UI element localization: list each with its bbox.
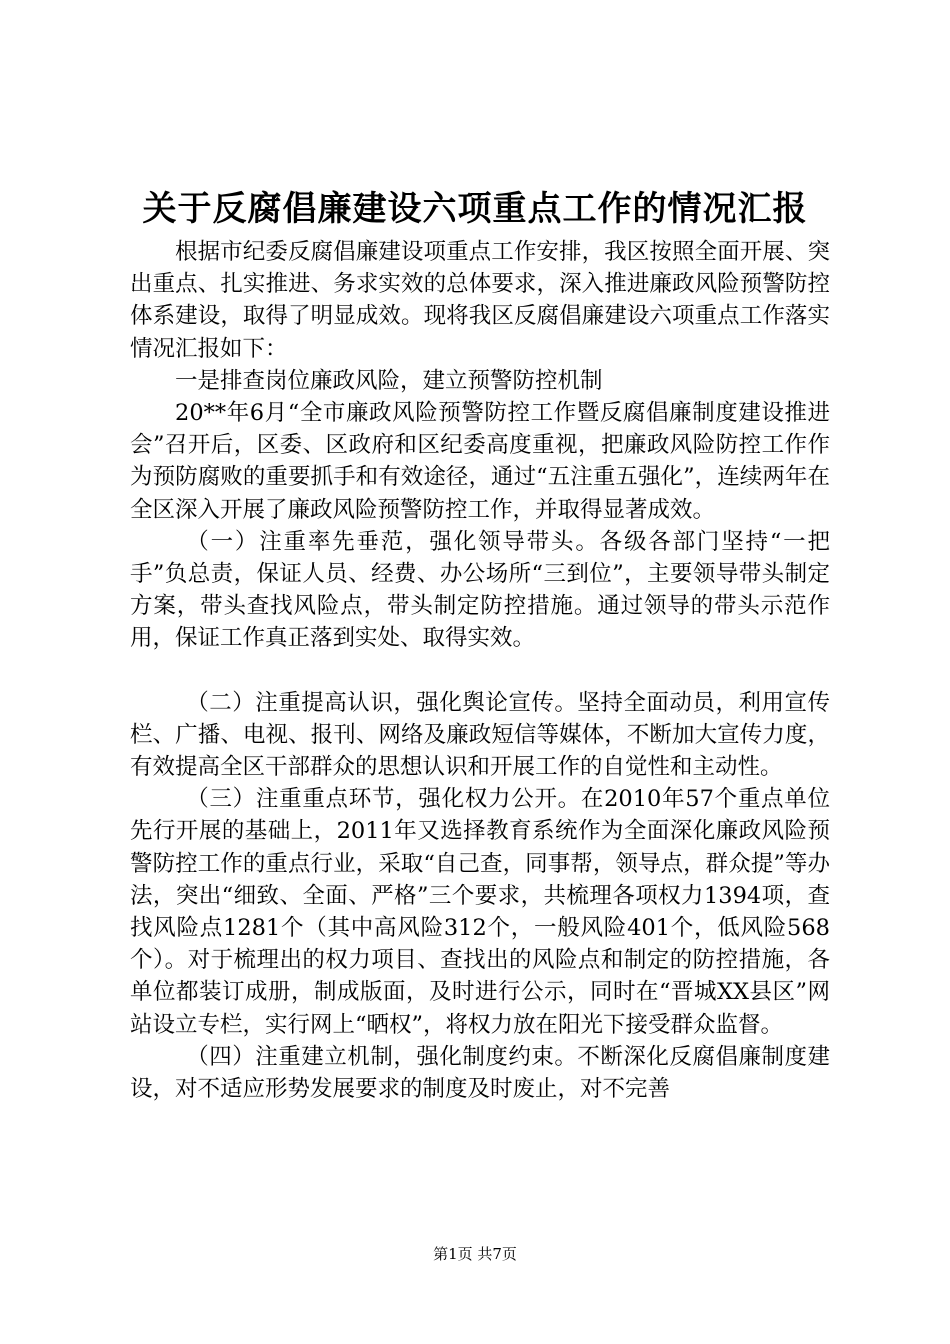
paragraph-item-1: （一）注重率先垂范，强化领导带头。各级各部门坚持“一把手”负总责，保证人员、经费、办公场所“三到位”，主要领导带头制定方案，带头查找风险点，带头制定防控措施。通过领导的带头示范作用，保证工作真正落到实处、取得实效。: [130, 528, 830, 652]
paragraph-intro: 根据市纪委反腐倡廉建设项重点工作安排，我区按照全面开展、突出重点、扎实推进、务求实效的总体要求，深入推进廉政风险预警防控体系建设，取得了明显成效。现将我区反腐倡廉建设六项重点工作落实情况汇报如下：: [130, 239, 830, 362]
section-heading: 一是排查岗位廉政风险，建立预警防控机制: [175, 367, 603, 394]
paragraph-item-2: （二）注重提高认识，强化舆论宣传。坚持全面动员，利用宣传栏、广播、电视、报刊、网络及廉政短信等媒体，不断加大宣传力度，有效提高全区干部群众的思想认识和开展工作的自觉性和主动性。: [130, 689, 830, 781]
paragraph-item-3: （三）注重重点环节，强化权力公开。在2010年57个重点单位先行开展的基础上，2011年又选择教育系统作为全面深化廉政风险预警防控工作的重点行业，采取“自己查，同事帮，领导点，群众提”等办法，突出“细致、全面、严格”三个要求，共梳理各项权力1394项，查找风险点1281个（其中高风险312个，一般风险401个，低风险568个）。对于梳理出的权力项目、查找出的风险点和制定的防控措施，各单位都装订成册，制成版面，及时进行公示，同时在“晋城XX县区”网站设立专栏，实行网上“晒权”，将权力放在阳光下接受群众监督。: [130, 786, 830, 1038]
paragraph-item-4: （四）注重建立机制，强化制度约束。不断深化反腐倡廉制度建设，对不适应形势发展要求的制度及时废止，对不完善: [130, 1043, 830, 1103]
document-body: [130, 236, 830, 1105]
paragraph-background: 20**年6月“全市廉政风险预警防控工作暨反腐倡廉制度建设推进会”召开后，区委、区政府和区纪委高度重视，把廉政风险防控工作作为预防腐败的重要抓手和有效途径，通过“五注重五强化”，连续两年在全区深入开展了廉政风险预警防控工作，并取得显著成效。: [130, 400, 830, 523]
page-number: 第1页 共7页: [433, 1245, 517, 1263]
document-title: 关于反腐倡廉建设六项重点工作的情况汇报: [142, 189, 808, 229]
